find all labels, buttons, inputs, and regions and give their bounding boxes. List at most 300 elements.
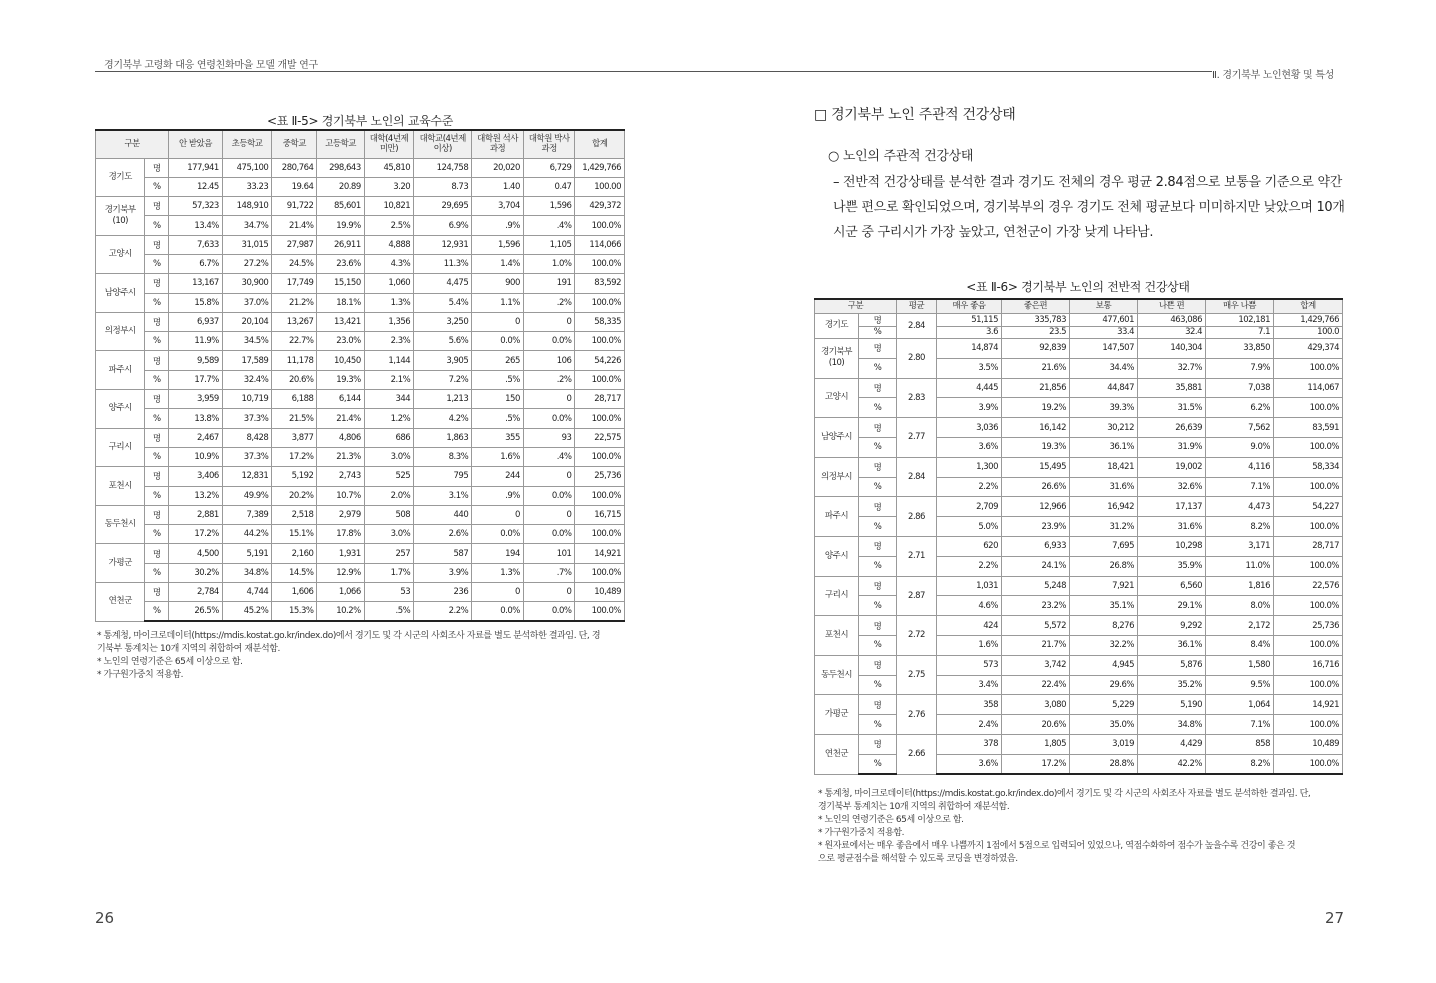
- data-cell: 91,722: [272, 197, 317, 216]
- row-group-label: 경기도: [96, 158, 145, 197]
- data-cell: 194: [472, 544, 524, 563]
- data-cell: 19.3%: [1002, 437, 1070, 457]
- data-cell: 858: [1206, 734, 1274, 754]
- data-cell: 100.0%: [575, 563, 625, 582]
- data-cell: 17,589: [222, 351, 271, 370]
- note-line: 으로 평균점수를 해석할 수 있도록 코딩을 변경하였음.: [818, 854, 1018, 864]
- data-cell: 10.7%: [317, 486, 364, 505]
- table-row: [815, 655, 1343, 675]
- data-cell: 429,374: [1274, 339, 1343, 359]
- data-cell: 0.0%: [523, 525, 575, 544]
- data-cell: 1.6%: [472, 447, 524, 466]
- data-cell: 19.3%: [317, 370, 364, 389]
- average-cell: 2.84: [897, 313, 937, 339]
- data-cell: 17,137: [1138, 497, 1206, 517]
- data-cell: 20.89: [317, 177, 364, 196]
- data-cell: 573: [937, 655, 1002, 675]
- data-cell: 100.0%: [575, 332, 625, 351]
- data-cell: 3.6%: [937, 754, 1002, 774]
- data-cell: 20.6%: [1002, 715, 1070, 735]
- data-cell: 1,105: [523, 235, 575, 254]
- table-row: [815, 457, 1343, 477]
- data-cell: 3.4%: [937, 675, 1002, 695]
- data-cell: 2,743: [317, 467, 364, 486]
- note-line: * 통계청, 마이크로데이터(https://mdis.kostat.go.kr/index.do)에서 경기도 및 각 시군의 사회조사 자료를 별도 분석하한 결과임. 단,: [818, 789, 1311, 799]
- data-cell: 1,596: [523, 197, 575, 216]
- data-cell: 30.2%: [169, 563, 223, 582]
- data-cell: 6.2%: [1206, 398, 1274, 418]
- data-cell: 100.0%: [575, 254, 625, 273]
- data-cell: 3,406: [169, 467, 223, 486]
- data-cell: 3.6%: [937, 437, 1002, 457]
- data-cell: 10,821: [364, 197, 413, 216]
- data-cell: 16,716: [1274, 655, 1343, 675]
- data-cell: 1,064: [1206, 695, 1274, 715]
- table1-header-cell: 대학(4년제 미만): [364, 130, 413, 158]
- data-cell: 100.0%: [575, 409, 625, 428]
- data-cell: 21.4%: [317, 409, 364, 428]
- data-cell: 0: [472, 312, 524, 331]
- data-cell: 5,876: [1138, 655, 1206, 675]
- row-group-label: 구리시: [96, 428, 145, 467]
- data-cell: 35.9%: [1138, 556, 1206, 576]
- unit-cell: %: [859, 398, 897, 418]
- unit-cell: 명: [859, 616, 897, 636]
- data-cell: 100.0%: [575, 370, 625, 389]
- data-cell: 21,856: [1002, 378, 1070, 398]
- data-cell: 22.4%: [1002, 675, 1070, 695]
- data-cell: 1,596: [472, 235, 524, 254]
- data-cell: 4,744: [222, 583, 271, 602]
- table-row: [96, 486, 625, 505]
- data-cell: 17,749: [272, 274, 317, 293]
- note-line: 기북부 통계치는 10개 지역의 취합하여 재분석함.: [97, 644, 281, 654]
- data-cell: 1,300: [937, 457, 1002, 477]
- data-cell: 3,959: [169, 390, 223, 409]
- data-cell: 191: [523, 274, 575, 293]
- row-group-label: 파주시: [815, 497, 859, 537]
- unit-cell: %: [145, 216, 169, 235]
- data-cell: 32.7%: [1138, 358, 1206, 378]
- data-cell: 1,580: [1206, 655, 1274, 675]
- data-cell: .4%: [523, 216, 575, 235]
- note-line: * 가구원가중치 적용함.: [818, 828, 905, 838]
- data-cell: 21.3%: [317, 447, 364, 466]
- data-cell: 508: [364, 505, 413, 524]
- note-line: * 원자료에서는 매우 좋음에서 매우 나쁨까지 1점에서 5점으로 입력되어 있었으나, 역점수화하여 점수가 높을수록 건강이 좋은 것: [818, 841, 1296, 851]
- data-cell: 44.2%: [222, 525, 271, 544]
- data-cell: 36.1%: [1070, 437, 1138, 457]
- unit-cell: %: [145, 525, 169, 544]
- table2-header-cell: 보통: [1070, 299, 1138, 313]
- table-row: [96, 409, 625, 428]
- data-cell: 429,372: [575, 197, 625, 216]
- data-cell: 355: [472, 428, 524, 447]
- data-cell: 83,592: [575, 274, 625, 293]
- data-cell: 12,966: [1002, 497, 1070, 517]
- data-cell: 12,831: [222, 467, 271, 486]
- data-cell: 26.8%: [1070, 556, 1138, 576]
- table-row: [815, 517, 1343, 537]
- unit-cell: %: [145, 486, 169, 505]
- data-cell: 102,181: [1206, 313, 1274, 326]
- data-cell: 424: [937, 616, 1002, 636]
- data-cell: 3.9%: [414, 563, 472, 582]
- data-cell: 34.4%: [1070, 358, 1138, 378]
- unit-cell: %: [859, 635, 897, 655]
- running-header-left: 경기북부 고령화 대응 연령친화마을 모델 개발 연구: [104, 60, 318, 71]
- data-cell: 10,450: [317, 351, 364, 370]
- data-cell: 83,591: [1274, 418, 1343, 438]
- table-row: [815, 675, 1343, 695]
- unit-cell: 명: [859, 695, 897, 715]
- data-cell: 7,562: [1206, 418, 1274, 438]
- data-cell: 1.7%: [364, 563, 413, 582]
- table-row: [96, 312, 625, 331]
- data-cell: 35.1%: [1070, 596, 1138, 616]
- data-cell: 5,248: [1002, 576, 1070, 596]
- header-rule-mid: [314, 71, 1212, 72]
- data-cell: 100.0%: [1274, 596, 1343, 616]
- table-row: [96, 177, 625, 196]
- data-cell: 1,429,766: [575, 158, 625, 177]
- data-cell: 147,507: [1070, 339, 1138, 359]
- data-cell: 31.5%: [1138, 398, 1206, 418]
- data-cell: 0.0%: [523, 602, 575, 621]
- data-cell: 53: [364, 583, 413, 602]
- table-row: [96, 467, 625, 486]
- table-row: [96, 602, 625, 621]
- table1-header-cell: 구분: [96, 130, 169, 158]
- data-cell: 11,178: [272, 351, 317, 370]
- data-cell: 1,429,766: [1274, 313, 1343, 326]
- data-cell: 16,715: [575, 505, 625, 524]
- data-cell: 23.9%: [1002, 517, 1070, 537]
- table-row: [815, 715, 1343, 735]
- data-cell: 31,015: [222, 235, 271, 254]
- data-cell: 37.3%: [222, 409, 271, 428]
- data-cell: 0.47: [523, 177, 575, 196]
- data-cell: 2.2%: [937, 556, 1002, 576]
- row-group-label: 포천시: [815, 616, 859, 656]
- data-cell: 2,172: [1206, 616, 1274, 636]
- table-row: [815, 754, 1343, 774]
- data-cell: 100.0%: [575, 447, 625, 466]
- row-group-label: 연천군: [815, 734, 859, 774]
- unit-cell: %: [859, 556, 897, 576]
- unit-cell: %: [145, 563, 169, 582]
- average-cell: 2.75: [897, 655, 937, 695]
- data-cell: 2,709: [937, 497, 1002, 517]
- data-cell: 16,942: [1070, 497, 1138, 517]
- unit-cell: 명: [859, 734, 897, 754]
- unit-cell: %: [859, 437, 897, 457]
- data-cell: 0.0%: [472, 332, 524, 351]
- data-cell: 92,839: [1002, 339, 1070, 359]
- data-cell: 34.8%: [1138, 715, 1206, 735]
- data-cell: 85,601: [317, 197, 364, 216]
- unit-cell: 명: [859, 339, 897, 359]
- unit-cell: 명: [145, 467, 169, 486]
- data-cell: 1.2%: [364, 409, 413, 428]
- data-cell: 10,489: [1274, 734, 1343, 754]
- data-cell: 18.1%: [317, 293, 364, 312]
- data-cell: 13,267: [272, 312, 317, 331]
- page-number-left: 26: [95, 909, 115, 927]
- data-cell: 1,805: [1002, 734, 1070, 754]
- table-row: [815, 326, 1343, 339]
- table2-header-cell: 구분: [815, 299, 897, 313]
- unit-cell: %: [859, 477, 897, 497]
- data-cell: 8.0%: [1206, 596, 1274, 616]
- data-cell: 26.5%: [169, 602, 223, 621]
- unit-cell: 명: [145, 583, 169, 602]
- row-group-label: 의정부시: [815, 457, 859, 497]
- data-cell: 2.5%: [364, 216, 413, 235]
- data-cell: 1,816: [1206, 576, 1274, 596]
- data-cell: 100.0%: [575, 293, 625, 312]
- note-line: * 노인의 연령기준은 65세 이상으로 함.: [97, 657, 243, 667]
- row-group-label: 포천시: [96, 467, 145, 506]
- data-cell: 100.0%: [575, 216, 625, 235]
- data-cell: 33,850: [1206, 339, 1274, 359]
- data-cell: 17.7%: [169, 370, 223, 389]
- data-cell: 1,356: [364, 312, 413, 331]
- data-cell: 14,921: [575, 544, 625, 563]
- data-cell: 463,086: [1138, 313, 1206, 326]
- table2-header-cell: 나쁜 편: [1138, 299, 1206, 313]
- data-cell: 2,979: [317, 505, 364, 524]
- data-cell: 15,495: [1002, 457, 1070, 477]
- data-cell: 29.6%: [1070, 675, 1138, 695]
- data-cell: 114,067: [1274, 378, 1343, 398]
- data-cell: 4,500: [169, 544, 223, 563]
- data-cell: 4,429: [1138, 734, 1206, 754]
- row-group-label: 연천군: [96, 583, 145, 622]
- note-line: 경기북부 통계치는 10개 지역의 취합하여 재분석함.: [818, 802, 1010, 812]
- data-cell: 21.5%: [272, 409, 317, 428]
- table1-header-cell: 합계: [575, 130, 625, 158]
- data-cell: 44,847: [1070, 378, 1138, 398]
- data-cell: 100.0%: [575, 602, 625, 621]
- data-cell: 4.2%: [414, 409, 472, 428]
- data-cell: 1,066: [317, 583, 364, 602]
- data-cell: .2%: [523, 293, 575, 312]
- data-cell: 8.73: [414, 177, 472, 196]
- data-cell: 7.9%: [1206, 358, 1274, 378]
- data-cell: 150: [472, 390, 524, 409]
- data-cell: 37.3%: [222, 447, 271, 466]
- data-cell: 2.2%: [937, 477, 1002, 497]
- unit-cell: 명: [859, 418, 897, 438]
- page-number-right: 27: [1325, 909, 1345, 927]
- data-cell: 31.2%: [1070, 517, 1138, 537]
- data-cell: 3.0%: [364, 525, 413, 544]
- data-cell: 265: [472, 351, 524, 370]
- data-cell: 335,783: [1002, 313, 1070, 326]
- data-cell: 25,736: [575, 467, 625, 486]
- data-cell: 16,142: [1002, 418, 1070, 438]
- note-line: * 통계청, 마이크로데이터(https://mdis.kostat.go.kr/index.do)에서 경기도 및 각 시군의 사회조사 자료를 별도 분석하한 결과임. 단, 경: [97, 631, 601, 641]
- data-cell: 525: [364, 467, 413, 486]
- data-cell: 8.2%: [1206, 754, 1274, 774]
- data-cell: 5,229: [1070, 695, 1138, 715]
- data-cell: 28,717: [1274, 536, 1343, 556]
- table-row: [96, 254, 625, 273]
- row-group-label: 고양시: [815, 378, 859, 418]
- data-cell: 13.4%: [169, 216, 223, 235]
- data-cell: 14,921: [1274, 695, 1343, 715]
- data-cell: 358: [937, 695, 1002, 715]
- data-cell: 2,467: [169, 428, 223, 447]
- data-cell: 3,080: [1002, 695, 1070, 715]
- table-row: [815, 734, 1343, 754]
- data-cell: 100.0%: [1274, 715, 1343, 735]
- data-cell: 6,729: [523, 158, 575, 177]
- table-row: [815, 576, 1343, 596]
- table-row: [96, 274, 625, 293]
- header-rule-left: [95, 71, 314, 72]
- data-cell: 0: [472, 505, 524, 524]
- data-cell: 19.64: [272, 177, 317, 196]
- data-cell: 28,717: [575, 390, 625, 409]
- data-cell: .4%: [523, 447, 575, 466]
- data-cell: 22,576: [1274, 576, 1343, 596]
- data-cell: 3,171: [1206, 536, 1274, 556]
- data-cell: 14.5%: [272, 563, 317, 582]
- table-row: [96, 158, 625, 177]
- data-cell: 0: [523, 390, 575, 409]
- data-cell: 2,160: [272, 544, 317, 563]
- data-cell: 7.1: [1206, 326, 1274, 339]
- data-cell: .5%: [472, 409, 524, 428]
- data-cell: 4,945: [1070, 655, 1138, 675]
- table2-notes: [818, 788, 1340, 866]
- data-cell: 45,810: [364, 158, 413, 177]
- data-cell: 13.8%: [169, 409, 223, 428]
- data-cell: 124,758: [414, 158, 472, 177]
- unit-cell: %: [145, 254, 169, 273]
- section-title: □ 경기북부 노인 주관적 건강상태: [814, 107, 1016, 123]
- data-cell: 11.9%: [169, 332, 223, 351]
- data-cell: 8,428: [222, 428, 271, 447]
- data-cell: 31.9%: [1138, 437, 1206, 457]
- table1-header-cell: 대학원 석사과정: [472, 130, 524, 158]
- data-cell: 100.0%: [1274, 635, 1343, 655]
- data-cell: 26,639: [1138, 418, 1206, 438]
- table-row: [815, 695, 1343, 715]
- data-cell: 3,905: [414, 351, 472, 370]
- data-cell: 3.6: [937, 326, 1002, 339]
- data-cell: 0.0%: [523, 332, 575, 351]
- data-cell: 10,489: [575, 583, 625, 602]
- data-cell: 32.4%: [222, 370, 271, 389]
- data-cell: 15.3%: [272, 602, 317, 621]
- data-cell: 32.2%: [1070, 635, 1138, 655]
- data-cell: 34.7%: [222, 216, 271, 235]
- data-cell: 5.0%: [937, 517, 1002, 537]
- unit-cell: 명: [145, 428, 169, 447]
- row-group-label: 양주시: [815, 536, 859, 576]
- row-group-label: 경기도: [815, 313, 859, 339]
- data-cell: 26,911: [317, 235, 364, 254]
- data-cell: 4.6%: [937, 596, 1002, 616]
- table-row: [96, 197, 625, 216]
- data-cell: 26.6%: [1002, 477, 1070, 497]
- data-cell: 22.7%: [272, 332, 317, 351]
- table-row: [96, 370, 625, 389]
- data-cell: 17.8%: [317, 525, 364, 544]
- data-cell: 12.9%: [317, 563, 364, 582]
- data-cell: 20,020: [472, 158, 524, 177]
- data-cell: 21.7%: [1002, 635, 1070, 655]
- table-row: [815, 313, 1343, 326]
- unit-cell: %: [145, 177, 169, 196]
- data-cell: 6.7%: [169, 254, 223, 273]
- table-row: [815, 418, 1343, 438]
- data-cell: 8.3%: [414, 447, 472, 466]
- table-row: [815, 556, 1343, 576]
- data-cell: 100.0%: [1274, 556, 1343, 576]
- row-group-label: 경기북부 (10): [815, 339, 859, 379]
- data-cell: 33.4: [1070, 326, 1138, 339]
- data-cell: 4,475: [414, 274, 472, 293]
- table-row: [815, 437, 1343, 457]
- data-cell: 11.0%: [1206, 556, 1274, 576]
- data-cell: 29.1%: [1138, 596, 1206, 616]
- data-cell: 31.6%: [1138, 517, 1206, 537]
- data-cell: 9.0%: [1206, 437, 1274, 457]
- data-cell: 6,144: [317, 390, 364, 409]
- unit-cell: 명: [145, 158, 169, 177]
- data-cell: 1,931: [317, 544, 364, 563]
- data-cell: 17.2%: [1002, 754, 1070, 774]
- data-cell: 5,572: [1002, 616, 1070, 636]
- data-cell: 28.8%: [1070, 754, 1138, 774]
- row-group-label: 동두천시: [815, 655, 859, 695]
- data-cell: 10,298: [1138, 536, 1206, 556]
- data-cell: 9,292: [1138, 616, 1206, 636]
- data-cell: 2.4%: [937, 715, 1002, 735]
- unit-cell: 명: [145, 351, 169, 370]
- average-cell: 2.71: [897, 536, 937, 576]
- data-cell: 100.0%: [1274, 437, 1343, 457]
- data-cell: 148,910: [222, 197, 271, 216]
- data-cell: 31.6%: [1070, 477, 1138, 497]
- data-cell: 0: [523, 312, 575, 331]
- data-cell: 34.8%: [222, 563, 271, 582]
- data-cell: 12.45: [169, 177, 223, 196]
- data-cell: 0.0%: [472, 602, 524, 621]
- data-cell: 620: [937, 536, 1002, 556]
- table1-header-cell: 대학교(4년제 이상): [414, 130, 472, 158]
- table-row: [96, 505, 625, 524]
- data-cell: 2.2%: [414, 602, 472, 621]
- data-cell: 477,601: [1070, 313, 1138, 326]
- data-cell: 58,335: [575, 312, 625, 331]
- data-cell: 7,038: [1206, 378, 1274, 398]
- table1-header-cell: 고등학교: [317, 130, 364, 158]
- unit-cell: 명: [145, 312, 169, 331]
- data-cell: 18,421: [1070, 457, 1138, 477]
- data-cell: 344: [364, 390, 413, 409]
- table-row: [96, 563, 625, 582]
- data-cell: 35.2%: [1138, 675, 1206, 695]
- data-cell: 100.0%: [1274, 517, 1343, 537]
- row-group-label: 경기북부 (10): [96, 197, 145, 236]
- data-cell: 30,212: [1070, 418, 1138, 438]
- table-row: [96, 332, 625, 351]
